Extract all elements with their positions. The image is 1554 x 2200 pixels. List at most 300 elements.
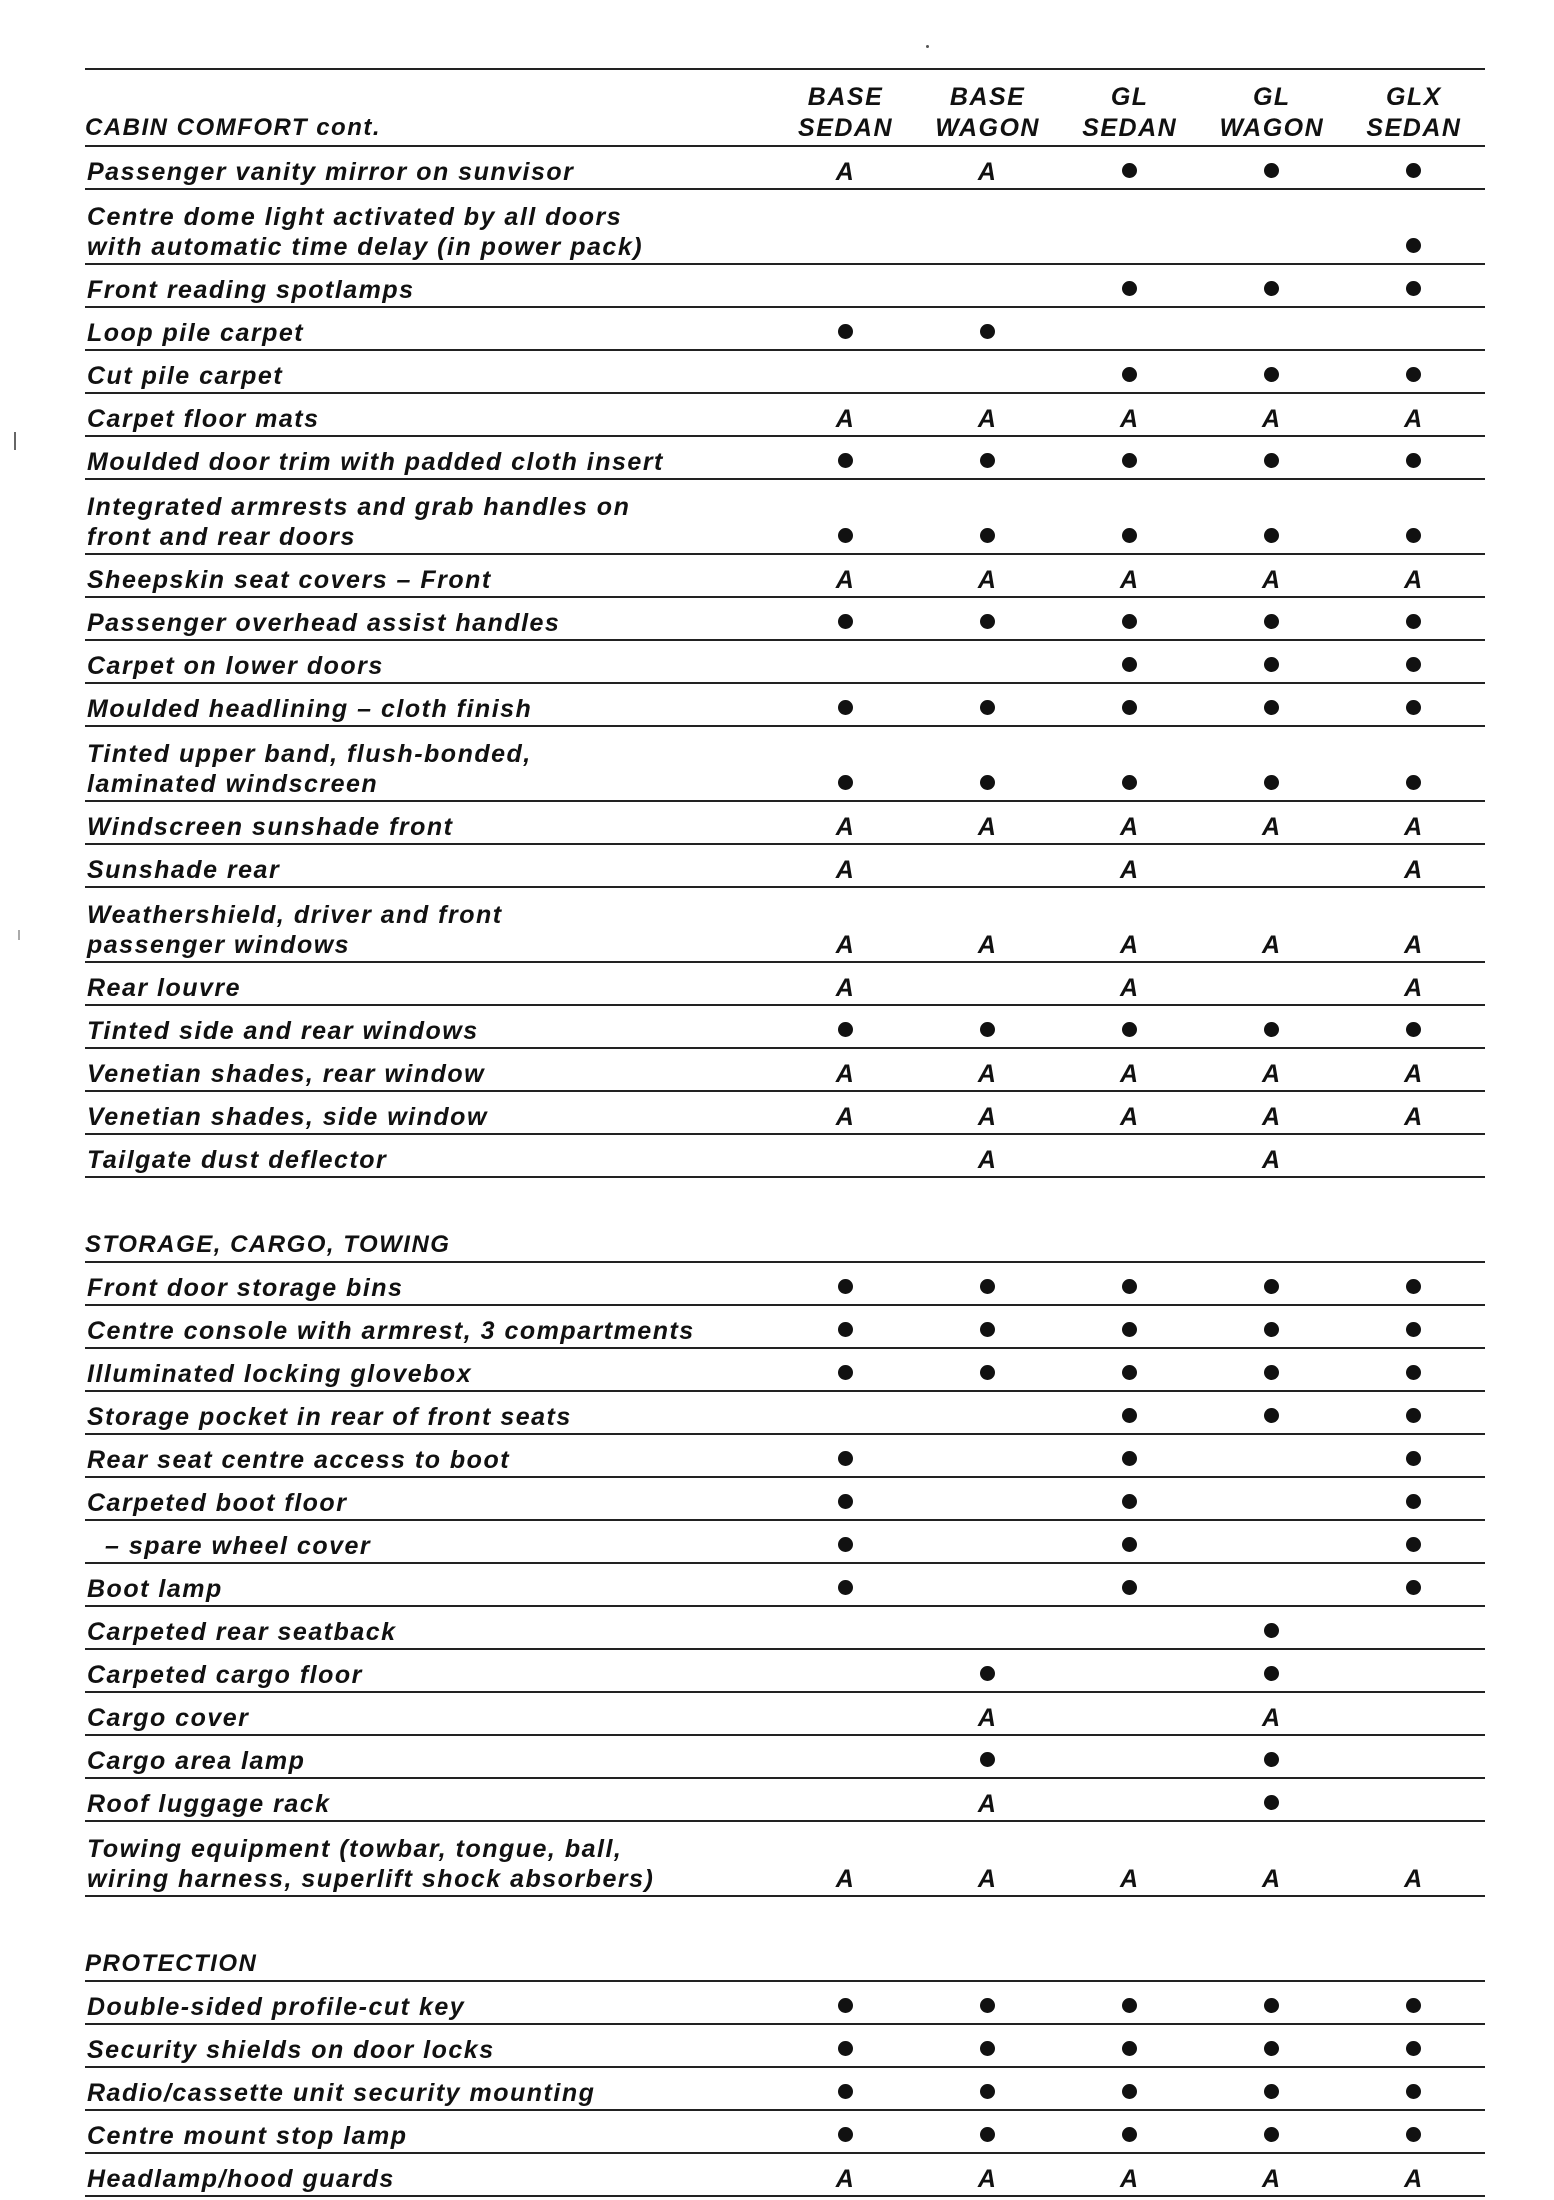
value-cell [774, 393, 916, 436]
standard-dot-icon [838, 614, 853, 629]
value-cell [1059, 1778, 1201, 1821]
value-cell [917, 2110, 1059, 2153]
standard-dot-icon [980, 1022, 995, 1037]
available-option-mark: A [1404, 974, 1424, 1002]
feature-label: Security shields on door locks [87, 2036, 495, 2064]
value-cell [917, 1348, 1059, 1391]
value-cell [774, 1434, 916, 1477]
value-cell [1201, 393, 1343, 436]
value-cell [774, 350, 916, 393]
feature-label: Carpeted rear seatback [87, 1618, 397, 1646]
value-cell [1343, 962, 1485, 1005]
available-option-mark: A [835, 1103, 856, 1131]
value-cell [774, 1048, 916, 1091]
available-option-mark: A [835, 931, 856, 959]
available-option-mark: A [1404, 2165, 1424, 2193]
standard-dot-icon [1406, 453, 1421, 468]
standard-dot-icon [1406, 1494, 1421, 1509]
value-cell [774, 1692, 916, 1735]
value-cell [1343, 726, 1485, 801]
table-header-row [85, 69, 1485, 146]
stray-dot-mark [926, 45, 929, 48]
feature-label: Carpeted cargo floor [87, 1661, 363, 1689]
value-cell [1059, 436, 1201, 479]
table-row [85, 1981, 1485, 2024]
standard-dot-icon [1264, 1365, 1279, 1380]
available-option-mark: A [1262, 1103, 1282, 1131]
feature-label-cell [85, 683, 774, 726]
section-title-cabin-comfort: CABIN COMFORT cont. [85, 69, 774, 146]
value-cell [1343, 350, 1485, 393]
table-row [85, 1821, 1485, 1896]
value-cell [1059, 1005, 1201, 1048]
standard-dot-icon [1406, 1322, 1421, 1337]
value-cell [774, 1005, 916, 1048]
value-cell [1059, 1735, 1201, 1778]
value-cell [917, 1520, 1059, 1563]
feature-label: Venetian shades, side window [87, 1103, 488, 1131]
feature-specification-page [85, 68, 1485, 2197]
table-row [85, 1606, 1485, 1649]
available-option-mark: A [1262, 405, 1282, 433]
value-cell [917, 554, 1059, 597]
value-cell [1059, 1606, 1201, 1649]
table-row [85, 1563, 1485, 1606]
value-cell [774, 1520, 916, 1563]
available-option-mark: A [977, 1146, 998, 1174]
feature-label-cell [85, 1477, 774, 1520]
value-cell [774, 1981, 916, 2024]
standard-dot-icon [1264, 2127, 1279, 2142]
value-cell [1201, 350, 1343, 393]
feature-label-cell [85, 2024, 774, 2067]
value-cell [1059, 683, 1201, 726]
standard-dot-icon [1406, 1580, 1421, 1595]
value-cell [1343, 844, 1485, 887]
standard-dot-icon [1122, 1537, 1137, 1552]
value-cell [774, 2153, 916, 2196]
standard-dot-icon [838, 453, 853, 468]
value-cell [917, 844, 1059, 887]
value-cell [774, 844, 916, 887]
available-option-mark: A [1404, 813, 1424, 841]
feature-label: Carpet floor mats [87, 405, 320, 433]
table-row [85, 1477, 1485, 1520]
standard-dot-icon [838, 1580, 853, 1595]
feature-label-cell [85, 597, 774, 640]
standard-dot-icon [1406, 1408, 1421, 1423]
feature-label: Loop pile carpet [87, 319, 305, 347]
value-cell [1201, 2153, 1343, 2196]
value-cell [917, 350, 1059, 393]
column-header-line: SEDAN [1082, 114, 1178, 142]
available-option-mark: A [977, 1060, 998, 1088]
standard-dot-icon [1122, 2127, 1137, 2142]
table-row [85, 887, 1485, 962]
available-option-mark: A [835, 813, 856, 841]
value-cell [1343, 2024, 1485, 2067]
standard-dot-icon [980, 528, 995, 543]
value-cell [917, 264, 1059, 307]
value-cell [917, 801, 1059, 844]
value-cell [774, 597, 916, 640]
value-cell [1059, 1305, 1201, 1348]
value-cell [1201, 1606, 1343, 1649]
table-row [85, 1778, 1485, 1821]
value-cell [1343, 264, 1485, 307]
feature-label: Windscreen sunshade front [87, 813, 454, 841]
feature-label: Headlamp/hood guards [87, 2165, 395, 2193]
value-cell [1201, 640, 1343, 683]
standard-dot-icon [1406, 1365, 1421, 1380]
value-cell [1343, 1606, 1485, 1649]
standard-dot-icon [838, 528, 853, 543]
standard-dot-icon [1406, 614, 1421, 629]
value-cell [1059, 1649, 1201, 1692]
value-cell [1343, 1692, 1485, 1735]
column-header-line: BASE [807, 83, 884, 111]
value-cell [1059, 1563, 1201, 1606]
value-cell [1343, 1091, 1485, 1134]
feature-label: Front door storage bins [87, 1274, 404, 1302]
standard-dot-icon [980, 1752, 995, 1767]
standard-dot-icon [1122, 1365, 1137, 1380]
table-row [85, 479, 1485, 554]
standard-dot-icon [1122, 2084, 1137, 2099]
value-cell [1201, 146, 1343, 189]
value-cell [1343, 1434, 1485, 1477]
standard-dot-icon [1264, 700, 1279, 715]
standard-dot-icon [1122, 528, 1137, 543]
standard-dot-icon [1406, 1537, 1421, 1552]
value-cell [774, 1348, 916, 1391]
available-option-mark: A [1119, 931, 1140, 959]
available-option-mark: A [1119, 566, 1140, 594]
value-cell [1343, 1262, 1485, 1305]
value-cell [774, 1262, 916, 1305]
table-row [85, 1091, 1485, 1134]
value-cell [1201, 1477, 1343, 1520]
value-cell [917, 2067, 1059, 2110]
value-cell [1059, 1692, 1201, 1735]
standard-dot-icon [1406, 281, 1421, 296]
standard-dot-icon [1406, 657, 1421, 672]
value-cell [917, 1005, 1059, 1048]
standard-dot-icon [1122, 1451, 1137, 1466]
table-row [85, 801, 1485, 844]
value-cell [1343, 554, 1485, 597]
available-option-mark: A [835, 856, 856, 884]
value-cell [1059, 189, 1201, 264]
standard-dot-icon [1264, 1666, 1279, 1681]
value-cell [1201, 1735, 1343, 1778]
value-cell [1059, 887, 1201, 962]
value-cell [1343, 887, 1485, 962]
standard-dot-icon [838, 700, 853, 715]
value-cell [1059, 2024, 1201, 2067]
standard-dot-icon [1264, 614, 1279, 629]
feature-label: Moulded door trim with padded cloth insert [87, 448, 664, 476]
available-option-mark: A [835, 1060, 856, 1088]
standard-dot-icon [1264, 2084, 1279, 2099]
feature-label: Rear seat centre access to boot [87, 1446, 511, 1474]
standard-dot-icon [980, 1998, 995, 2013]
feature-label: Venetian shades, rear window [87, 1060, 486, 1088]
table-row [85, 554, 1485, 597]
value-cell [774, 436, 916, 479]
available-option-mark: A [1404, 566, 1424, 594]
value-cell [1201, 683, 1343, 726]
column-header-line: GL [1252, 83, 1291, 111]
value-cell [1059, 2110, 1201, 2153]
feature-label: Towing equipment (towbar, tongue, ball, wiring harness, superlift shock absorbers) [87, 1835, 655, 1893]
value-cell [774, 2024, 916, 2067]
standard-dot-icon [1264, 1279, 1279, 1294]
available-option-mark: A [977, 813, 998, 841]
value-cell [774, 801, 916, 844]
standard-dot-icon [1264, 281, 1279, 296]
available-option-mark: A [1262, 1704, 1282, 1732]
feature-label: Front reading spotlamps [87, 276, 415, 304]
value-cell [1059, 1391, 1201, 1434]
value-cell [1343, 2153, 1485, 2196]
standard-dot-icon [1264, 1022, 1279, 1037]
value-cell [774, 1649, 916, 1692]
feature-label-cell [85, 1348, 774, 1391]
table-row [85, 1692, 1485, 1735]
available-option-mark: A [1262, 1865, 1282, 1893]
feature-label-cell [85, 264, 774, 307]
standard-dot-icon [838, 1279, 853, 1294]
standard-dot-icon [1122, 281, 1137, 296]
value-cell [1059, 962, 1201, 1005]
standard-dot-icon [1122, 1022, 1137, 1037]
table-row [85, 1262, 1485, 1305]
value-cell [917, 1134, 1059, 1177]
value-cell [1059, 1262, 1201, 1305]
standard-dot-icon [838, 775, 853, 790]
value-cell [917, 1649, 1059, 1692]
standard-dot-icon [980, 1279, 995, 1294]
feature-label-cell [85, 1391, 774, 1434]
feature-label-cell [85, 2067, 774, 2110]
value-cell [1201, 1091, 1343, 1134]
value-cell [1343, 2067, 1485, 2110]
feature-label-cell [85, 726, 774, 801]
feature-label-cell [85, 1649, 774, 1692]
value-cell [1343, 640, 1485, 683]
table-row [85, 393, 1485, 436]
feature-label-cell [85, 1692, 774, 1735]
standard-dot-icon [1122, 367, 1137, 382]
feature-label-cell [85, 1091, 774, 1134]
value-cell [1059, 1091, 1201, 1134]
value-cell [917, 2024, 1059, 2067]
value-cell [1201, 726, 1343, 801]
feature-label: Roof luggage rack [87, 1790, 331, 1818]
table-row [85, 726, 1485, 801]
available-option-mark: A [835, 974, 856, 1002]
available-option-mark: A [977, 1790, 998, 1818]
section-spacer [85, 1177, 1485, 1218]
value-cell [1343, 1520, 1485, 1563]
table-row [85, 1434, 1485, 1477]
table-body [85, 146, 1485, 2196]
standard-dot-icon [838, 1365, 853, 1380]
standard-dot-icon [980, 2041, 995, 2056]
table-row [85, 962, 1485, 1005]
value-cell [917, 1048, 1059, 1091]
standard-dot-icon [1406, 2041, 1421, 2056]
value-cell [1343, 1134, 1485, 1177]
value-cell [1343, 1005, 1485, 1048]
feature-label: Sunshade rear [87, 856, 281, 884]
table-row [85, 2024, 1485, 2067]
standard-dot-icon [838, 1322, 853, 1337]
value-cell [1201, 1981, 1343, 2024]
value-cell [1201, 1649, 1343, 1692]
available-option-mark: A [1119, 974, 1140, 1002]
value-cell [1201, 1821, 1343, 1896]
value-cell [1201, 436, 1343, 479]
available-option-mark: A [1119, 1060, 1140, 1088]
standard-dot-icon [838, 1451, 853, 1466]
standard-dot-icon [980, 1322, 995, 1337]
standard-dot-icon [1406, 775, 1421, 790]
standard-dot-icon [1406, 1022, 1421, 1037]
standard-dot-icon [1406, 163, 1421, 178]
column-header-line: WAGON [1219, 114, 1325, 142]
value-cell [1201, 1348, 1343, 1391]
table-row [85, 2110, 1485, 2153]
value-cell [1343, 1778, 1485, 1821]
available-option-mark: A [1262, 566, 1282, 594]
available-option-mark: A [1119, 1103, 1140, 1131]
value-cell [1201, 554, 1343, 597]
available-option-mark: A [1262, 1060, 1282, 1088]
value-cell [1059, 350, 1201, 393]
value-cell [1201, 962, 1343, 1005]
available-option-mark: A [1119, 856, 1140, 884]
table-row [85, 1305, 1485, 1348]
value-cell [774, 1606, 916, 1649]
value-cell [1343, 1048, 1485, 1091]
table-row [85, 1348, 1485, 1391]
value-cell [1201, 2024, 1343, 2067]
available-option-mark: A [1119, 405, 1140, 433]
value-cell [774, 2110, 916, 2153]
table-row [85, 1391, 1485, 1434]
standard-dot-icon [1406, 700, 1421, 715]
standard-dot-icon [1264, 1752, 1279, 1767]
feature-label-cell [85, 1005, 774, 1048]
available-option-mark: A [835, 1865, 856, 1893]
value-cell [1201, 307, 1343, 350]
feature-label: Integrated armrests and grab handles on front and rear doors [87, 493, 631, 551]
value-cell [1201, 264, 1343, 307]
standard-dot-icon [1406, 238, 1421, 253]
value-cell [917, 1477, 1059, 1520]
value-cell [774, 640, 916, 683]
value-cell [774, 1821, 916, 1896]
value-cell [1201, 1005, 1343, 1048]
available-option-mark: A [977, 566, 998, 594]
feature-label-cell [85, 436, 774, 479]
standard-dot-icon [1264, 1623, 1279, 1638]
value-cell [1343, 1821, 1485, 1896]
value-cell [774, 1778, 916, 1821]
value-cell [1343, 393, 1485, 436]
feature-label: Radio/cassette unit security mounting [87, 2079, 596, 2107]
value-cell [917, 640, 1059, 683]
value-cell [1201, 844, 1343, 887]
standard-dot-icon [1264, 1322, 1279, 1337]
column-header-base-sedan [774, 69, 916, 146]
standard-dot-icon [1264, 528, 1279, 543]
value-cell [917, 1981, 1059, 2024]
value-cell [1343, 307, 1485, 350]
standard-dot-icon [1264, 367, 1279, 382]
feature-label-cell [85, 1434, 774, 1477]
value-cell [917, 1735, 1059, 1778]
value-cell [917, 1305, 1059, 1348]
standard-dot-icon [1264, 1998, 1279, 2013]
value-cell [1059, 597, 1201, 640]
feature-label: Sheepskin seat covers – Front [87, 566, 492, 594]
available-option-mark: A [835, 405, 856, 433]
value-cell [1059, 393, 1201, 436]
standard-dot-icon [980, 1365, 995, 1380]
value-cell [1201, 2110, 1343, 2153]
available-option-mark: A [1119, 1865, 1140, 1893]
value-cell [1059, 307, 1201, 350]
feature-label-cell [85, 307, 774, 350]
available-option-mark: A [977, 1704, 998, 1732]
available-option-mark: A [1262, 2165, 1282, 2193]
standard-dot-icon [1122, 1494, 1137, 1509]
value-cell [1059, 1134, 1201, 1177]
feature-label-cell [85, 801, 774, 844]
feature-label: Double-sided profile-cut key [87, 1993, 466, 2021]
standard-dot-icon [1406, 2084, 1421, 2099]
available-option-mark: A [977, 1103, 998, 1131]
feature-label-cell [85, 1134, 774, 1177]
value-cell [1201, 1305, 1343, 1348]
value-cell [917, 962, 1059, 1005]
table-row [85, 189, 1485, 264]
value-cell [1201, 1262, 1343, 1305]
standard-dot-icon [1406, 367, 1421, 382]
value-cell [774, 2067, 916, 2110]
value-cell [1201, 189, 1343, 264]
value-cell [1343, 1305, 1485, 1348]
standard-dot-icon [838, 1537, 853, 1552]
standard-dot-icon [1122, 1279, 1137, 1294]
feature-label: Weathershield, driver and front passenger windows [87, 901, 503, 959]
value-cell [1201, 1391, 1343, 1434]
table-row [85, 1134, 1485, 1177]
value-cell [917, 436, 1059, 479]
value-cell [774, 726, 916, 801]
standard-dot-icon [1264, 453, 1279, 468]
column-header-line: SEDAN [798, 114, 894, 142]
section-title: PROTECTION [85, 1937, 1485, 1981]
value-cell [917, 1434, 1059, 1477]
standard-dot-icon [838, 2041, 853, 2056]
value-cell [1201, 479, 1343, 554]
value-cell [1059, 1821, 1201, 1896]
standard-dot-icon [980, 2127, 995, 2142]
